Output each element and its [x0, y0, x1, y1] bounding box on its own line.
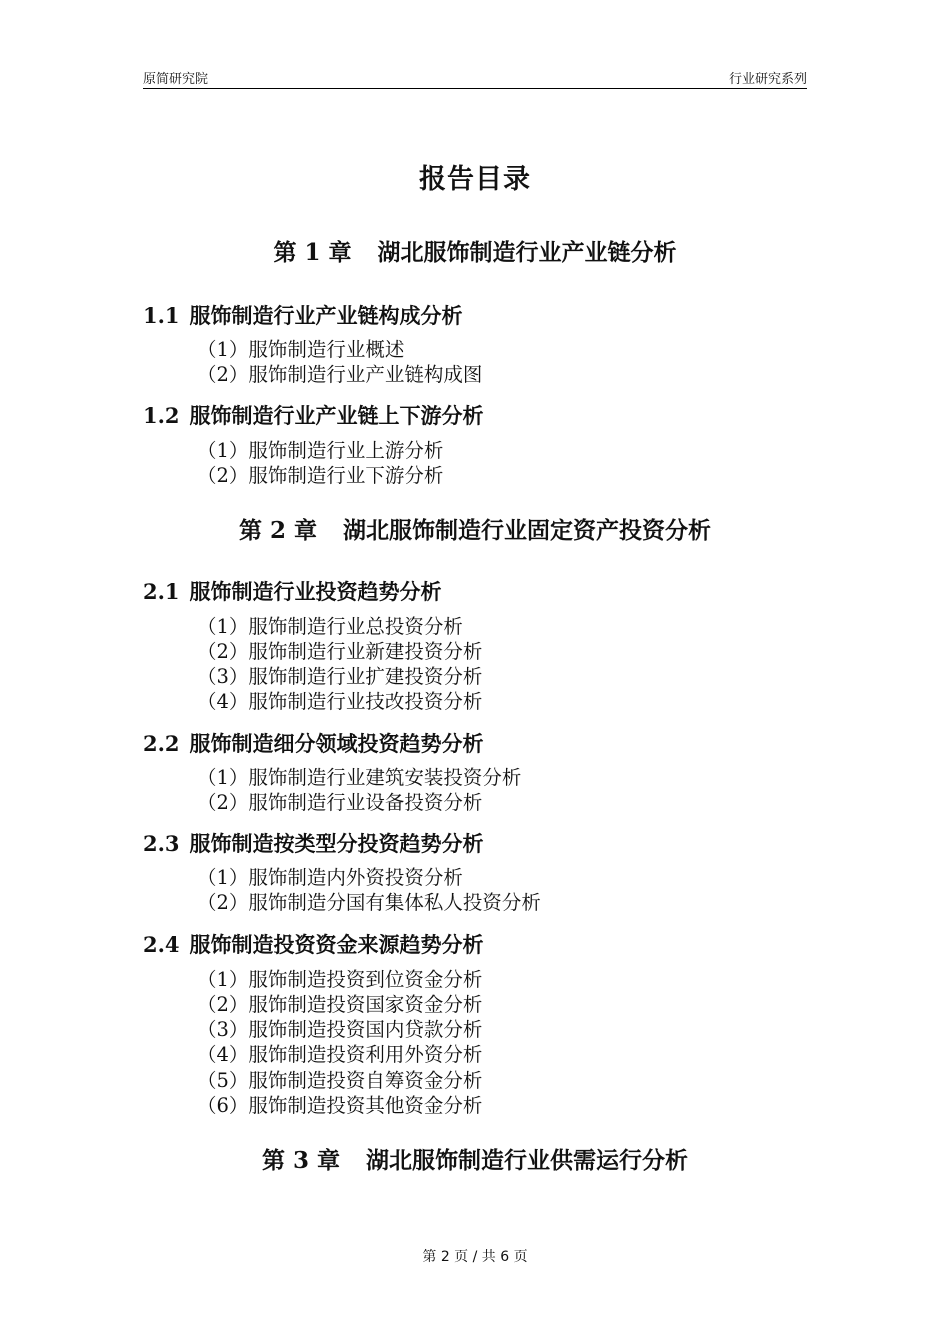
toc-item: （3）服饰制造投资国内贷款分析 [197, 1018, 483, 1041]
section-title: 服饰制造投资资金来源趋势分析 [189, 932, 484, 957]
chapter-title: 湖北服饰制造行业产业链分析 [377, 239, 677, 266]
page-header [143, 66, 807, 89]
toc-item: （3）服饰制造行业扩建投资分析 [197, 665, 483, 688]
chapter-number: 第 2 章 [238, 517, 318, 544]
section-heading [143, 576, 442, 606]
chapter-heading [0, 234, 950, 267]
toc-item: （2）服饰制造行业设备投资分析 [197, 791, 483, 814]
section-title: 服饰制造按类型分投资趋势分析 [189, 831, 484, 856]
toc-item: （5）服饰制造投资自筹资金分析 [197, 1069, 483, 1092]
section-title: 服饰制造行业投资趋势分析 [189, 579, 442, 604]
toc-item: （1）服饰制造行业总投资分析 [197, 615, 463, 638]
section-heading [143, 929, 484, 959]
toc-item: （2）服饰制造行业下游分析 [197, 464, 444, 487]
section-number: 2.2 [143, 731, 180, 756]
toc-item: （2）服饰制造行业产业链构成图 [197, 363, 483, 386]
chapter-heading [0, 512, 950, 545]
section-number: 2.1 [143, 579, 180, 604]
toc-item: （6）服饰制造投资其他资金分析 [197, 1094, 483, 1117]
chapter-title: 湖北服饰制造行业固定资产投资分析 [343, 517, 712, 544]
section-heading [143, 728, 484, 758]
toc-item: （1）服饰制造投资到位资金分析 [197, 968, 483, 991]
toc-item: （2）服饰制造分国有集体私人投资分析 [197, 891, 541, 914]
toc-item: （1）服饰制造行业上游分析 [197, 439, 444, 462]
toc-item: （4）服饰制造投资利用外资分析 [197, 1043, 483, 1066]
header-series: 行业研究系列 [728, 72, 807, 87]
section-title: 服饰制造行业产业链上下游分析 [189, 403, 484, 428]
section-heading [143, 400, 484, 430]
section-heading [143, 828, 484, 858]
section-title: 服饰制造行业产业链构成分析 [189, 303, 463, 328]
toc-item: （1）服饰制造行业概述 [197, 338, 405, 361]
page-footer: 第 2 页 / 共 6 页 [422, 1249, 528, 1265]
report-toc-title: 报告目录 [419, 164, 531, 195]
chapter-number: 第 3 章 [261, 1147, 341, 1174]
toc-item: （2）服饰制造行业新建投资分析 [197, 640, 483, 663]
chapter-title: 湖北服饰制造行业供需运行分析 [366, 1147, 689, 1174]
toc-item: （2）服饰制造投资国家资金分析 [197, 993, 483, 1016]
section-number: 1.1 [143, 303, 180, 328]
section-number: 1.2 [143, 403, 180, 428]
section-title: 服饰制造细分领域投资趋势分析 [189, 731, 484, 756]
toc-item: （1）服饰制造行业建筑安装投资分析 [197, 766, 522, 789]
chapter-number: 第 1 章 [273, 239, 352, 266]
section-number: 2.3 [143, 831, 180, 856]
chapter-heading [0, 1142, 950, 1175]
header-org: 原简研究院 [143, 72, 209, 87]
section-heading [143, 300, 463, 330]
section-number: 2.4 [143, 932, 180, 957]
toc-item: （1）服饰制造内外资投资分析 [197, 866, 463, 889]
toc-item: （4）服饰制造行业技改投资分析 [197, 690, 483, 713]
